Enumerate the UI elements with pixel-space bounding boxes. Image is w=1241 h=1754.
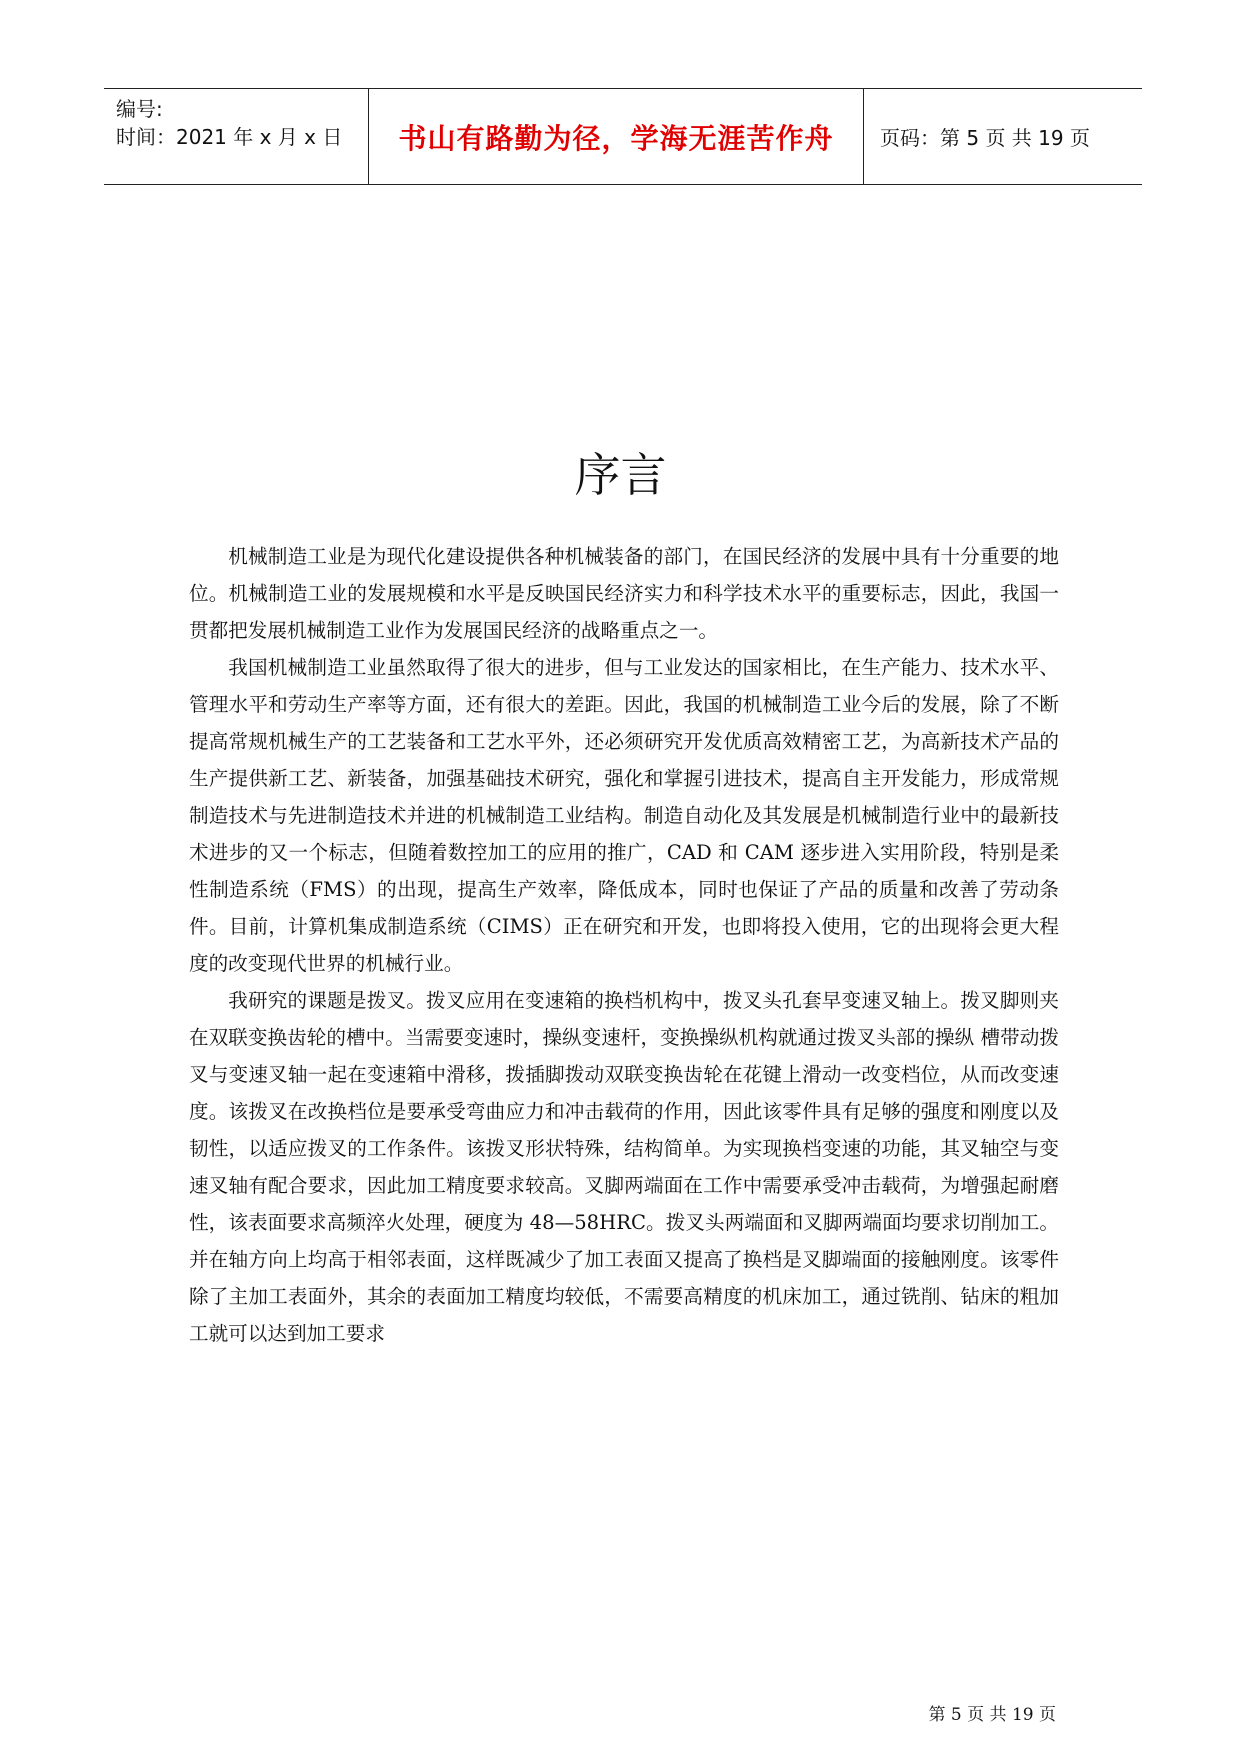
header-meta-cell (104, 89, 368, 184)
header-page-cell (864, 89, 1142, 184)
body-text (189, 538, 1059, 1352)
paragraph: 机械制造工业是为现代化建设提供各种机械装备的部门，在国民经济的发展中具有十分重要的地位。机械制造工业的发展规模和水平是反映国民经济实力和科学技术水平的重要标志，因此，我国一贯都把发展机械制造工业作为发展国民经济的战略重点之一。 (189, 545, 1059, 642)
document-header (104, 88, 1142, 185)
header-motto-cell (368, 89, 864, 184)
header-motto: 书山有路勤为径，学海无涯苦作舟 (398, 121, 834, 155)
paragraph: 我国机械制造工业虽然取得了很大的进步，但与工业发达的国家相比，在生产能力、技术水平、管理水平和劳动生产率等方面，还有很大的差距。因此，我国的机械制造工业今后的发展，除了不断提高常规机械生产的工艺装备和工艺水平外，还必须研究开发优质高效精密工艺，为高新技术产品的生产提供新工艺、新装备，加强基础技术研究，强化和掌握引进技术，提高自主开发能力，形成常规制造技术与先进制造技术并进的机械制造工业结构。制造自动化及其发展是机械制造行业中的最新技术进步的又一个标志，但随着数控加工的应用的推广，CAD 和 CAM 逐步进入实用阶段，特别是柔性制造系统（FMS）的出现，提高生产效率，降低成本，同时也保证了产品的质量和改善了劳动条件。目前，计算机集成制造系统（CIMS）正在研究和开发，也即将投入使用，它的出现将会更大程度的改变现代世界的机械行业。 (189, 656, 1059, 975)
paragraph: 我研究的课题是拨叉。拨叉应用在变速箱的换档机构中，拨叉头孔套早变速叉轴上。拨叉脚则夹在双联变换齿轮的槽中。当需要变速时，操纵变速杆，变换操纵机构就通过拨叉头部的操纵 槽带动拨叉与变速叉轴一起在变速箱中滑移，拨插脚拨动双联变换齿轮在花键上滑动一改变档位，从而改变速度。该拨叉在改换档位是要承受弯曲应力和冲击载荷的作用，因此该零件具有足够的强度和刚度以及韧性，以适应拨叉的工作条件。该拨叉形状特殊，结构简单。为实现换档变速的功能，其叉轴空与变速叉轴有配合要求，因此加工精度要求较高。叉脚两端面在工作中需要承受冲击载荷，为增强起耐磨性，该表面要求高频淬火处理，硬度为 48—58HRC。拨叉头两端面和叉脚两端面均要求切削加工。并在轴方向上均高于相邻表面，这样既减少了加工表面又提高了换档是叉脚端面的接触刚度。该零件除了主加工表面外，其余的表面加工精度均较低，不需要高精度的机床加工，通过铣削、钻床的粗加工就可以达到加工要求 (189, 989, 1059, 1345)
page-title: 序言 (574, 447, 667, 502)
document-date-label: 时间：2021 年 x 月 x 日 (116, 125, 343, 149)
page-footer: 第 5 页 共 19 页 (928, 1705, 1056, 1725)
document-id-label: 编号: (116, 97, 163, 121)
header-page-info: 页码：第 5 页 共 19 页 (880, 126, 1090, 150)
